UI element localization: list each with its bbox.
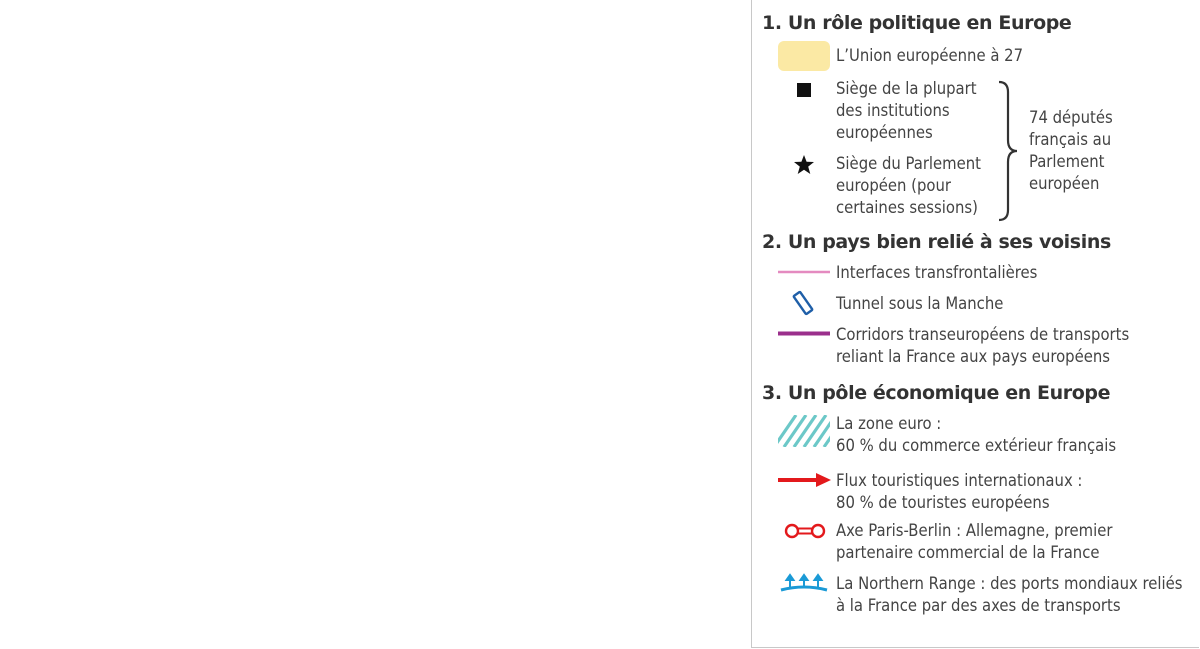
legend-line: à la France par des axes de transports: [836, 596, 1121, 615]
legend-item-flux-touristiques: [836, 470, 1082, 514]
legend-line: Flux touristiques internationaux :: [836, 471, 1083, 490]
section-title-politique: 1. Un rôle politique en Europe: [762, 12, 1072, 34]
legend-item-siege-institutions: [836, 78, 977, 144]
legend-line: 74 députés: [1029, 108, 1113, 127]
axis-icon: [784, 522, 826, 540]
hatch-swatch-icon: [778, 415, 830, 447]
legend-line: Corridors transeuropéens de transports: [836, 325, 1130, 344]
legend-line: 80 % de touristes européens: [836, 493, 1050, 512]
legend-line: certaines sessions): [836, 198, 978, 217]
square-icon: [797, 83, 811, 97]
map-legend: [751, 0, 1199, 648]
legend-item-siege-parlement: [836, 153, 981, 219]
legend-line: Siège de la plupart: [836, 79, 977, 98]
curly-brace-icon: [996, 80, 1020, 222]
section-title-voisins: 2. Un pays bien relié à ses voisins: [762, 231, 1111, 253]
northern-range-icon: [779, 573, 829, 595]
legend-line: 60 % du commerce extérieur français: [836, 436, 1117, 455]
brace-note-deputes: [1029, 107, 1113, 195]
legend-item-northern-range: [836, 573, 1182, 617]
legend-item-union-europeenne: L’Union européenne à 27: [836, 46, 1024, 65]
legend-line: français au: [1029, 130, 1112, 149]
legend-line: Parlement: [1029, 152, 1105, 171]
legend-line: des institutions: [836, 101, 950, 120]
star-icon: [793, 154, 815, 175]
legend-line: Siège du Parlement: [836, 154, 982, 173]
legend-line: européen: [1029, 174, 1100, 193]
tunnel-icon: [792, 290, 814, 316]
legend-line: La Northern Range : des ports mondiaux reliés: [836, 574, 1183, 593]
legend-item-zone-euro: [836, 413, 1116, 457]
purple-line-icon: [778, 331, 830, 336]
eu-area-swatch-icon: [778, 41, 830, 71]
section-title-economique: 3. Un pôle économique en Europe: [762, 382, 1111, 404]
legend-line: européennes: [836, 123, 933, 142]
red-arrow-icon: [778, 472, 832, 488]
legend-item-corridors: [836, 324, 1129, 368]
legend-line: Axe Paris-Berlin : Allemagne, premier: [836, 521, 1113, 540]
legend-item-tunnel: Tunnel sous la Manche: [836, 294, 1004, 313]
legend-line: reliant la France aux pays européens: [836, 347, 1111, 366]
legend-line: La zone euro :: [836, 414, 942, 433]
pink-line-icon: [778, 270, 830, 274]
legend-item-interfaces: Interfaces transfrontalières: [836, 263, 1038, 282]
legend-item-axe-paris-berlin: [836, 520, 1112, 564]
legend-line: européen (pour: [836, 176, 951, 195]
legend-line: partenaire commercial de la France: [836, 543, 1100, 562]
